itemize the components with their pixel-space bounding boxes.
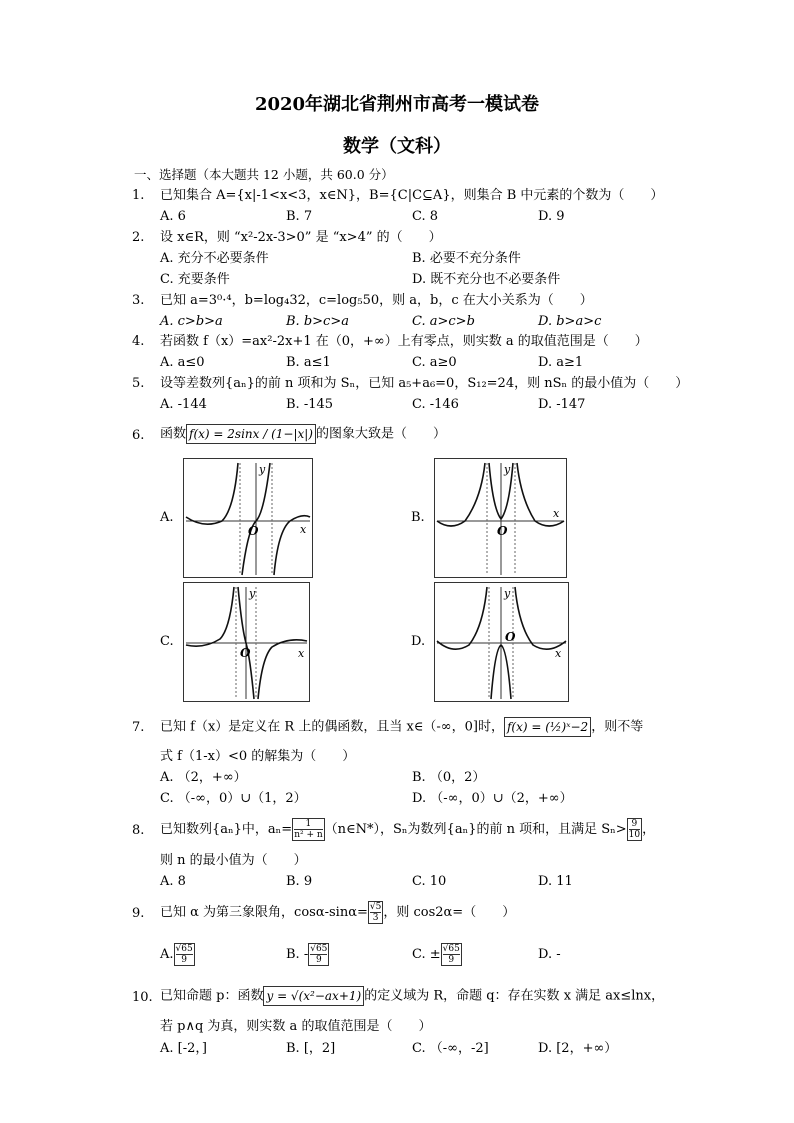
question-stem-cont: 则 n 的最小值为（ ） — [160, 853, 307, 868]
x-label: x — [300, 523, 307, 536]
x-label: x — [553, 507, 560, 520]
option-d: D. a≥1 — [538, 355, 584, 370]
question-number: 3. — [132, 293, 145, 308]
option-a: A. 6 — [160, 209, 186, 224]
numerator: 1 — [305, 819, 312, 829]
option-d: D. 9 — [538, 209, 565, 224]
option-d: D. 既不充分也不必要条件 — [412, 272, 561, 287]
option-d: D. — [411, 634, 426, 649]
numerator: 9 — [631, 819, 638, 829]
x-label: x — [298, 647, 305, 660]
question-number: 4. — [132, 334, 145, 349]
stem-text: ，则不等 — [591, 719, 644, 735]
question-number: 1. — [132, 188, 145, 203]
option-b — [286, 940, 329, 970]
y-label: y — [504, 463, 511, 476]
numerator: √65 — [175, 944, 193, 954]
origin-label: O — [248, 524, 259, 538]
option-c — [412, 940, 462, 970]
graph-c — [183, 582, 310, 702]
stem-text: 的图象大致是（ ） — [315, 426, 446, 442]
question-stem: 已知集合 A={x|-1<x<3，x∈N}，B={C|C⊆A}，则集合 B 中元素的个数为（ ） — [160, 188, 664, 203]
graph-b-plot — [435, 459, 566, 577]
option-a: A. c>b>a — [160, 314, 223, 329]
option-d: D. b>a>c — [538, 314, 602, 329]
option-a: A. a≤0 — [160, 355, 205, 370]
fraction — [368, 901, 383, 924]
question-stem — [160, 898, 515, 928]
graph-d-plot — [435, 583, 568, 701]
question-stem — [160, 424, 446, 444]
stem-text: 函数 — [160, 426, 187, 442]
curve — [515, 587, 566, 649]
option-d: D. （-∞，0）∪（2，+∞） — [412, 791, 573, 806]
stem-text: 的定义域为 R，命题 q：存在实数 x 满足 ax≤lnx， — [364, 988, 665, 1004]
denominator: 9 — [443, 954, 460, 965]
curve — [186, 463, 238, 524]
fraction — [627, 818, 642, 841]
option-c: C. a>c>b — [412, 314, 475, 329]
graph-a — [183, 458, 313, 578]
graph-b — [434, 458, 567, 578]
option-a: A. 充分不必要条件 — [160, 251, 269, 266]
question-stem — [160, 815, 655, 845]
option-c: C. 8 — [412, 209, 439, 224]
y-label: y — [249, 587, 256, 600]
denominator: n² + n — [294, 830, 323, 840]
option-a: A. （2，+∞） — [160, 770, 247, 785]
question-stem: 设等差数列{aₙ}的前 n 项和为 Sₙ，已知 a₅+a₆=0，S₁₂=24，则 nSₙ 的最小值为（ ） — [160, 376, 689, 391]
x-label: x — [555, 647, 562, 660]
question-stem — [160, 717, 643, 737]
question-number: 2. — [132, 230, 145, 245]
question-stem: 若函数 f（x）=ax²-2x+1 在（0，+∞）上有零点，则实数 a 的取值范围是（ ） — [160, 334, 648, 349]
numerator: √5 — [369, 902, 382, 912]
question-stem: 已知 a=3⁰·⁴，b=log₄32，c=log₅50，则 a，b，c 在大小关系为（ ） — [160, 293, 593, 308]
option-label: C. ± — [412, 947, 441, 962]
curve — [437, 587, 487, 649]
denominator: 10 — [628, 830, 641, 840]
option-d: D. -147 — [538, 397, 586, 412]
option-b: B. a≤1 — [286, 355, 331, 370]
section-heading: 一、选择题（本大题共 12 小题，共 60.0 分） — [134, 167, 394, 182]
question-number: 7. — [132, 720, 145, 735]
y-label: y — [504, 587, 511, 600]
option-c: C. -146 — [412, 397, 459, 412]
question-number: 5. — [132, 376, 145, 391]
stem-text: 已知数列{aₙ}中，aₙ= — [160, 822, 293, 837]
numerator: √65 — [310, 944, 328, 954]
graph-c-plot — [184, 583, 309, 701]
stem-text: ， — [642, 822, 656, 837]
option-a: A. [-2，] — [160, 1041, 207, 1056]
option-b: B. （0，2） — [412, 770, 486, 785]
option-c: C. 充要条件 — [160, 272, 230, 287]
option-a: A. 8 — [160, 874, 186, 889]
denominator: 9 — [310, 954, 327, 965]
question-stem — [160, 986, 664, 1006]
option-c: C. （-∞，-2] — [412, 1041, 489, 1056]
option-c: C. a≥0 — [412, 355, 457, 370]
option-a: A. — [160, 510, 174, 525]
graph-d — [434, 582, 569, 702]
option-c: C. 10 — [412, 874, 447, 889]
option-b: B. 9 — [286, 874, 313, 889]
stem-text: 已知 f（x）是定义在 R 上的偶函数，且当 x∈（-∞，0]时， — [160, 719, 504, 735]
option-c: C. （-∞，0）∪（1，2） — [160, 791, 307, 806]
origin-label: O — [497, 524, 508, 538]
question-number: 8. — [132, 823, 145, 838]
question-stem-cont: 若 p∧q 为真，则实数 a 的取值范围是（ ） — [160, 1019, 432, 1034]
stem-text: 已知命题 p：函数 — [160, 988, 264, 1004]
question-stem: 设 x∈R，则 “x²-2x-3>0” 是 “x>4” 的（ ） — [160, 230, 442, 245]
origin-label: O — [505, 630, 516, 644]
fraction — [441, 943, 462, 966]
numerator: √65 — [442, 944, 460, 954]
option-b: B. 必要不充分条件 — [412, 251, 521, 266]
stem-text: ，则 cos2α=（ ） — [383, 905, 516, 920]
denominator: 3 — [370, 912, 381, 923]
formula-box: f(x) = (½)ˣ−2 — [504, 717, 591, 737]
option-label: A. — [160, 947, 174, 962]
exam-subtitle: 数学（文科） — [343, 136, 451, 157]
option-b: B. b>c>a — [286, 314, 349, 329]
fraction — [308, 943, 329, 966]
option-d: D. 11 — [538, 874, 573, 889]
option-d: D. - — [538, 947, 561, 962]
formula-box: y = √(x²−ax+1) — [263, 986, 364, 1006]
option-a — [160, 940, 195, 970]
stem-text: 已知 α 为第三象限角，cosα-sinα= — [160, 905, 368, 920]
option-b: B. — [411, 510, 425, 525]
origin-label: O — [240, 646, 251, 660]
formula-box: f(x) = 2sinx / (1−|x|) — [186, 424, 316, 444]
curve — [437, 463, 485, 526]
option-b: B. 7 — [286, 209, 313, 224]
stem-text: （n∈N*），Sₙ为数列{aₙ}的前 n 项和，且满足 Sₙ> — [324, 822, 627, 837]
curve — [186, 587, 234, 646]
question-number: 6. — [132, 428, 145, 443]
option-b: B. [，2] — [286, 1041, 336, 1056]
denominator: 9 — [176, 954, 193, 965]
option-label: B. - — [286, 947, 309, 962]
option-c: C. — [160, 634, 174, 649]
fraction — [174, 943, 195, 966]
option-b: B. -145 — [286, 397, 334, 412]
graph-a-plot — [184, 459, 312, 577]
fraction — [292, 818, 324, 841]
option-d: D. [2，+∞） — [538, 1041, 618, 1056]
question-stem-cont: 式 f（1-x）<0 的解集为（ ） — [160, 749, 356, 764]
question-number: 10. — [132, 990, 153, 1005]
exam-title: 2020年湖北省荆州市高考一模试卷 — [254, 94, 540, 115]
option-a: A. -144 — [160, 397, 207, 412]
question-number: 9. — [132, 906, 145, 921]
y-label: y — [259, 463, 266, 476]
